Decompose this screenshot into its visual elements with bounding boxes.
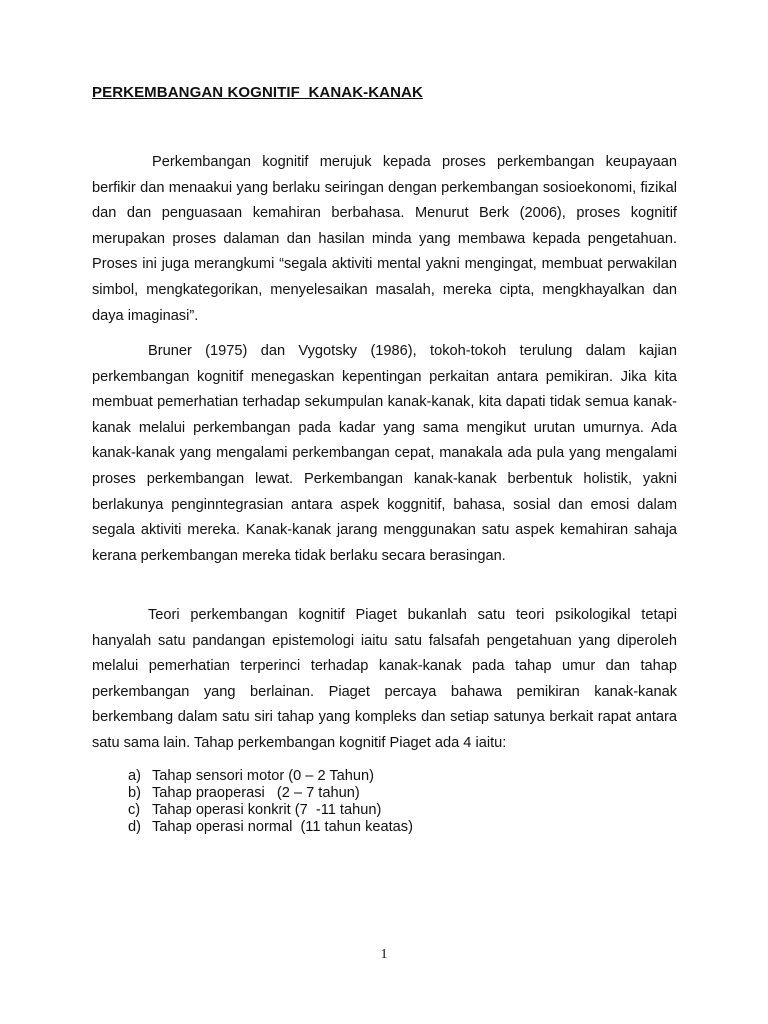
- list-item-text: Tahap operasi konkrit (7 -11 tahun): [152, 802, 382, 818]
- list-item-text: Tahap sensori motor (0 – 2 Tahun): [152, 768, 375, 784]
- list-item: [128, 819, 413, 836]
- list-item: [128, 802, 413, 819]
- list-item-text: Tahap praoperasi (2 – 7 tahun): [152, 785, 360, 801]
- list-item: [128, 768, 413, 785]
- page-number: 1: [380, 947, 388, 962]
- list-marker: a): [128, 768, 141, 784]
- piaget-stages-list: [128, 768, 413, 836]
- list-marker: c): [128, 802, 141, 818]
- paragraph-piaget: Teori perkembangan kognitif Piaget bukanlah satu teori psikologikal tetapi hanyalah satu pandangan epistemologi iaitu satu falsafah pengetahuan yang diperoleh melalui pemerhatian terperinci terhadap kanak-kanak pada tahap umur dan tahap perkembangan yang berlainan. Piaget percaya bahawa pemikiran kanak-kanak berkembang dalam satu siri tahap yang kompleks dan setiap satunya berkait rapat antara satu sama lain. Tahap perkembangan kognitif Piaget ada 4 iaitu:: [92, 607, 677, 751]
- list-marker: d): [128, 819, 141, 835]
- list-item: [128, 785, 413, 802]
- list-marker: b): [128, 785, 141, 801]
- document-title: PERKEMBANGAN KOGNITIF KANAK-KANAK: [92, 84, 423, 101]
- paragraph-intro: Perkembangan kognitif merujuk kepada proses perkembangan keupayaan berfikir dan menaakui yang berlaku seiringan dengan perkembangan sosioekonomi, fizikal dan dan penguasaan kemahiran berbahasa. Menurut Berk (2006), proses kognitif merupakan proses dalaman dan hasilan minda yang membawa kepada pengetahuan. Proses ini juga merangkumi “segala aktiviti mental yakni mengingat, membuat perwakilan simbol, mengkategorikan, menyelesaikan masalah, mereka cipta, mengkhayalkan dan daya imaginasi”.: [92, 154, 677, 324]
- paragraph-bruner-vygotsky: Bruner (1975) dan Vygotsky (1986), tokoh-tokoh terulung dalam kajian perkembangan kognitif menegaskan kepentingan perkaitan antara pemikiran. Jika kita membuat pemerhatian terhadap sekumpulan kanak-kanak, kita dapati tidak semua kanak-kanak melalui perkembangan pada kadar yang sama mengikut urutan umurnya. Ada kanak-kanak yang mengalami perkembangan cepat, manakala ada pula yang mengalami proses perkembangan lewat. Perkembangan kanak-kanak berbentuk holistik, yakni berlakunya penginntegrasian antara aspek koggnitif, bahasa, sosial dan emosi dalam segala aktiviti mereka. Kanak-kanak jarang menggunakan satu aspek kemahiran sahaja kerana perkembangan mereka tidak berlaku secara berasingan.: [92, 343, 677, 564]
- list-item-text: Tahap operasi normal (11 tahun keatas): [152, 819, 413, 835]
